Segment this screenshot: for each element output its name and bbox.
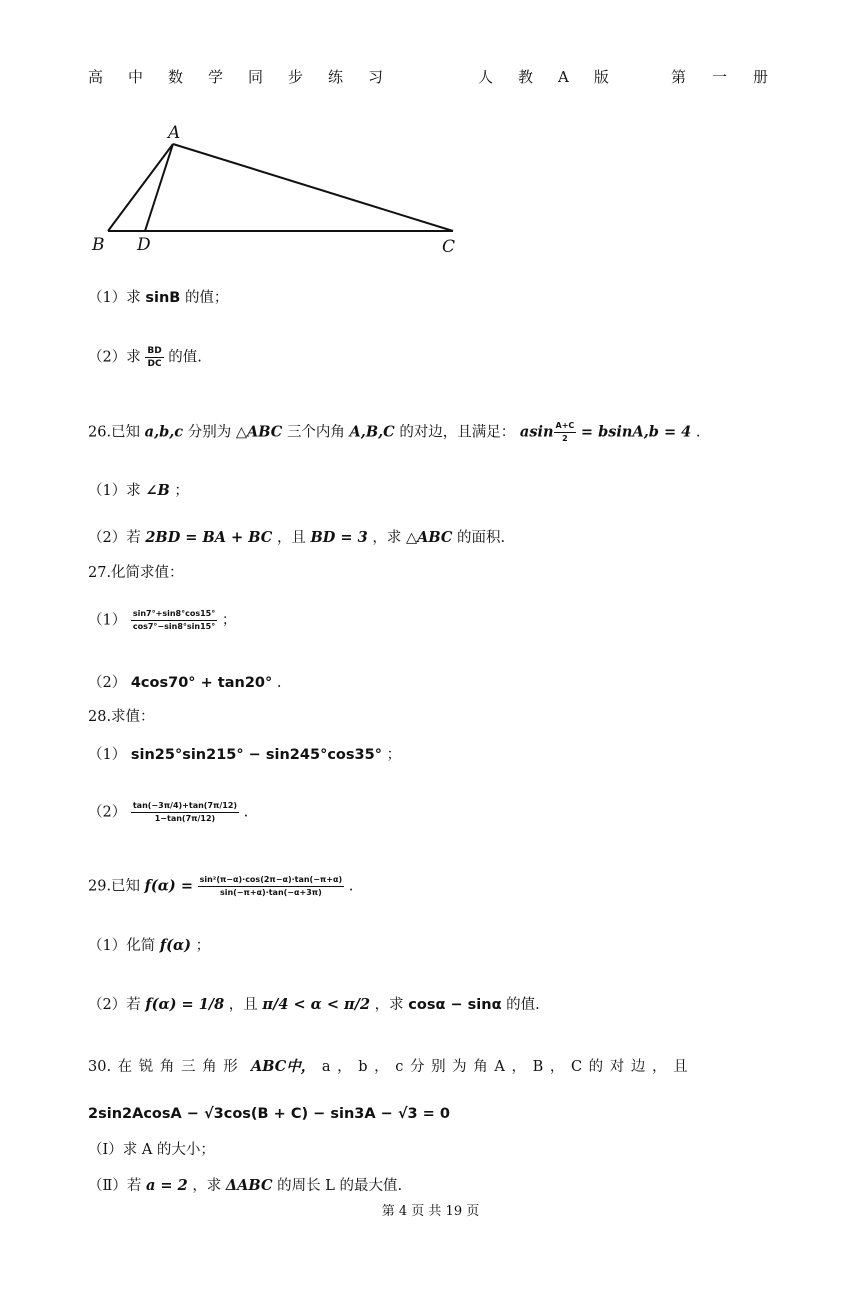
- segment-ad: [145, 144, 173, 231]
- q28-part1: （1） sin25°sin215° − sin245°cos35° ；: [88, 747, 402, 763]
- triangle-figure: [88, 118, 468, 260]
- side-ac: [173, 144, 453, 231]
- q29-part1: （1）化简 f(α) ；: [88, 937, 211, 954]
- q30-part2: （Ⅱ）若 a = 2 ，求 ΔABC 的周长 L 的最大值.: [88, 1177, 403, 1194]
- header-left: 高中数学同步练习: [88, 68, 409, 86]
- fraction-bd-dc: $\frac{BD}{DC}$: [147, 346, 162, 369]
- q26-stem: 26.已知 a,b,c 分别为 △ABC 三个内角 A,B,C 的对边，且满足： asin $\frac{A+C}{2}$ = bsinA,b = 4 .: [88, 421, 701, 443]
- q30-equation: 2sin2AcosA − √3cos(B + C) − sin3A − √3 = 0: [88, 1106, 450, 1122]
- q26-part1: （1）求 ∠B ；: [88, 482, 189, 499]
- side-ab: [108, 144, 173, 231]
- label-d: D: [137, 235, 151, 255]
- header-right: 第一册: [671, 68, 795, 86]
- q29-stem: 29.已知 f(α) = $\frac{\text{sin²(π−α)·cos(2π−α)·tan(−π+α)}}{\sin(-\pi+\alpha)\cdot\tan(-\alpha+3\pi)}$ .: [88, 875, 354, 897]
- q28-part2: （2） $\frac{\tan(-3\pi/4)+\tan(7\pi/12)}{1-\tan(7\pi/12)}$ .: [88, 801, 249, 823]
- q27-part1: （1） $\frac{\sin 7^\circ+\sin 8^\circ\cos 15^\circ}{\cos 7^\circ-\sin 8^\circ\sin 15^\circ}$ ；: [88, 609, 237, 631]
- q30-part1: （Ⅰ）求 A 的大小；: [88, 1142, 215, 1158]
- page-footer: 第 4 页 共 19 页: [381, 1204, 480, 1219]
- q27-title: 27.化简求值：: [88, 565, 184, 581]
- q26-part2: （2）若 2BD = BA + BC ，且 BD = 3 ，求 △ABC 的面积.: [88, 529, 506, 546]
- label-a: A: [168, 123, 181, 143]
- label-c: C: [442, 237, 456, 257]
- q25-part1: （1）求 sinB 的值；: [88, 290, 229, 306]
- header-middle: 人教A版: [478, 68, 634, 86]
- q27-part2: （2） 4cos70° + tan20° .: [88, 675, 282, 691]
- q25-part2: （2）求 $\frac{BD}{DC}$ 的值.: [88, 346, 202, 369]
- q29-part2: （2）若 f(α) = 1/8 ，且 π/4 < α < π/2 ，求 cosα − sinα 的值.: [88, 996, 540, 1013]
- label-b: B: [92, 235, 105, 255]
- q30-stem: 30. 在 锐 角 三 角 形 ABC中， a ， b ， c 分 别 为 角 A ， B ， C 的 对 边 ， 且: [88, 1058, 688, 1075]
- q28-title: 28.求值：: [88, 709, 155, 725]
